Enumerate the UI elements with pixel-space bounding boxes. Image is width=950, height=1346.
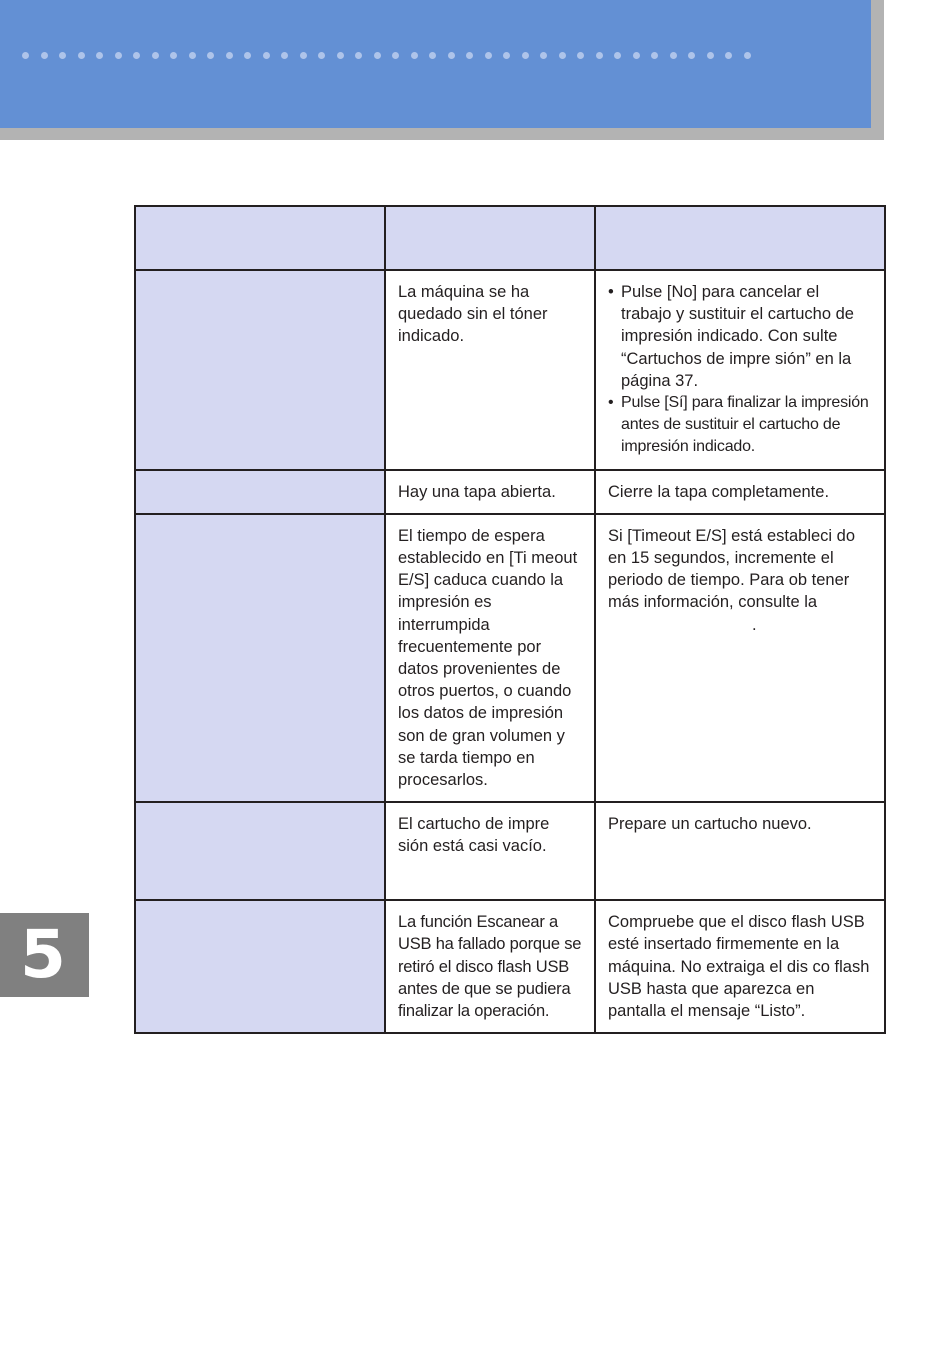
header-dot (559, 52, 566, 59)
header-dot (485, 52, 492, 59)
header-dot (411, 52, 418, 59)
message-cell (135, 514, 385, 802)
header-dot (337, 52, 344, 59)
header-dot (633, 52, 640, 59)
solution-cell (595, 270, 885, 470)
header-dot (744, 52, 751, 59)
header-dot (96, 52, 103, 59)
solution-cell (595, 514, 885, 802)
header-dot (152, 52, 159, 59)
table-row (135, 802, 885, 900)
table-row (135, 900, 885, 1033)
header-dot (707, 52, 714, 59)
table-row (135, 470, 885, 514)
header-dot (133, 52, 140, 59)
cause-cell: El cartucho de impre sión está casi vacío. (385, 802, 595, 900)
header-dot (59, 52, 66, 59)
message-cell (135, 802, 385, 900)
header-dot (263, 52, 270, 59)
header-dot (78, 52, 85, 59)
solution-bullet-item: • Pulse [No] para cancelar el trabajo y sustituir el cartucho de impresión indicado. Con sulte “Cartuchos de impre sión” en la página 37. (608, 281, 874, 392)
header-dot (281, 52, 288, 59)
header-cell-message (135, 206, 385, 270)
chapter-tab: 5 (0, 913, 89, 997)
solution-text: Si [Timeout E/S] está estableci do en 15 segundos, incremente el periodo de tiempo. Para ob tener más información, consulte la (608, 526, 856, 612)
header-dot (448, 52, 455, 59)
solution-cell: Compruebe que el disco flash USB esté insertado firmemente en la máquina. No extraiga el dis co flash USB hasta que aparezca en pantalla el mensaje “Listo”. (595, 900, 885, 1033)
header-dot (189, 52, 196, 59)
message-cell (135, 900, 385, 1033)
header-dot (300, 52, 307, 59)
header-dot (318, 52, 325, 59)
cause-cell: El tiempo de espera establecido en [Ti meout E/S] caduca cuando la impresión es interrumpida frecuentemente por datos provenientes de otros puertos, o cuando los datos de impresión son de gran volumen y se tarda tiempo en procesarlos. (385, 514, 595, 802)
header-dot (22, 52, 29, 59)
solution-text-end: . (752, 615, 757, 634)
header-dot (670, 52, 677, 59)
header-dot (207, 52, 214, 59)
header-dot (355, 52, 362, 59)
header-dot (374, 52, 381, 59)
solution-bullet-list (608, 281, 874, 459)
cause-cell: La función Escanear a USB ha fallado porque se retiró el disco flash USB antes de que se pudiera finalizar la operación. (385, 900, 595, 1033)
header-dot (596, 52, 603, 59)
troubleshooting-table (134, 205, 886, 1034)
header-dot (115, 52, 122, 59)
header-dot (725, 52, 732, 59)
header-dot (688, 52, 695, 59)
header-cell-cause (385, 206, 595, 270)
header-dot (577, 52, 584, 59)
header-dot (170, 52, 177, 59)
header-dot (392, 52, 399, 59)
header-dot (244, 52, 251, 59)
header-dot (651, 52, 658, 59)
header-dot (614, 52, 621, 59)
header-dot (429, 52, 436, 59)
table-row (135, 270, 885, 470)
solution-cell: Cierre la tapa completamente. (595, 470, 885, 514)
message-cell (135, 470, 385, 514)
header-dot (503, 52, 510, 59)
header-dot-row (22, 52, 751, 64)
message-cell (135, 270, 385, 470)
header-cell-solution (595, 206, 885, 270)
table-header-row (135, 206, 885, 270)
table-row (135, 514, 885, 802)
header-dot (540, 52, 547, 59)
header-band (0, 0, 871, 128)
cause-cell: Hay una tapa abierta. (385, 470, 595, 514)
cause-cell: La máquina se ha quedado sin el tóner indicado. (385, 270, 595, 470)
solution-bullet-item: • Pulse [Sí] para finalizar la impresión antes de sustituir el cartucho de impresión indicado. (608, 392, 874, 459)
header-dot (226, 52, 233, 59)
solution-cell: Prepare un cartucho nuevo. (595, 802, 885, 900)
header-dot (522, 52, 529, 59)
header-dot (466, 52, 473, 59)
header-dot (41, 52, 48, 59)
